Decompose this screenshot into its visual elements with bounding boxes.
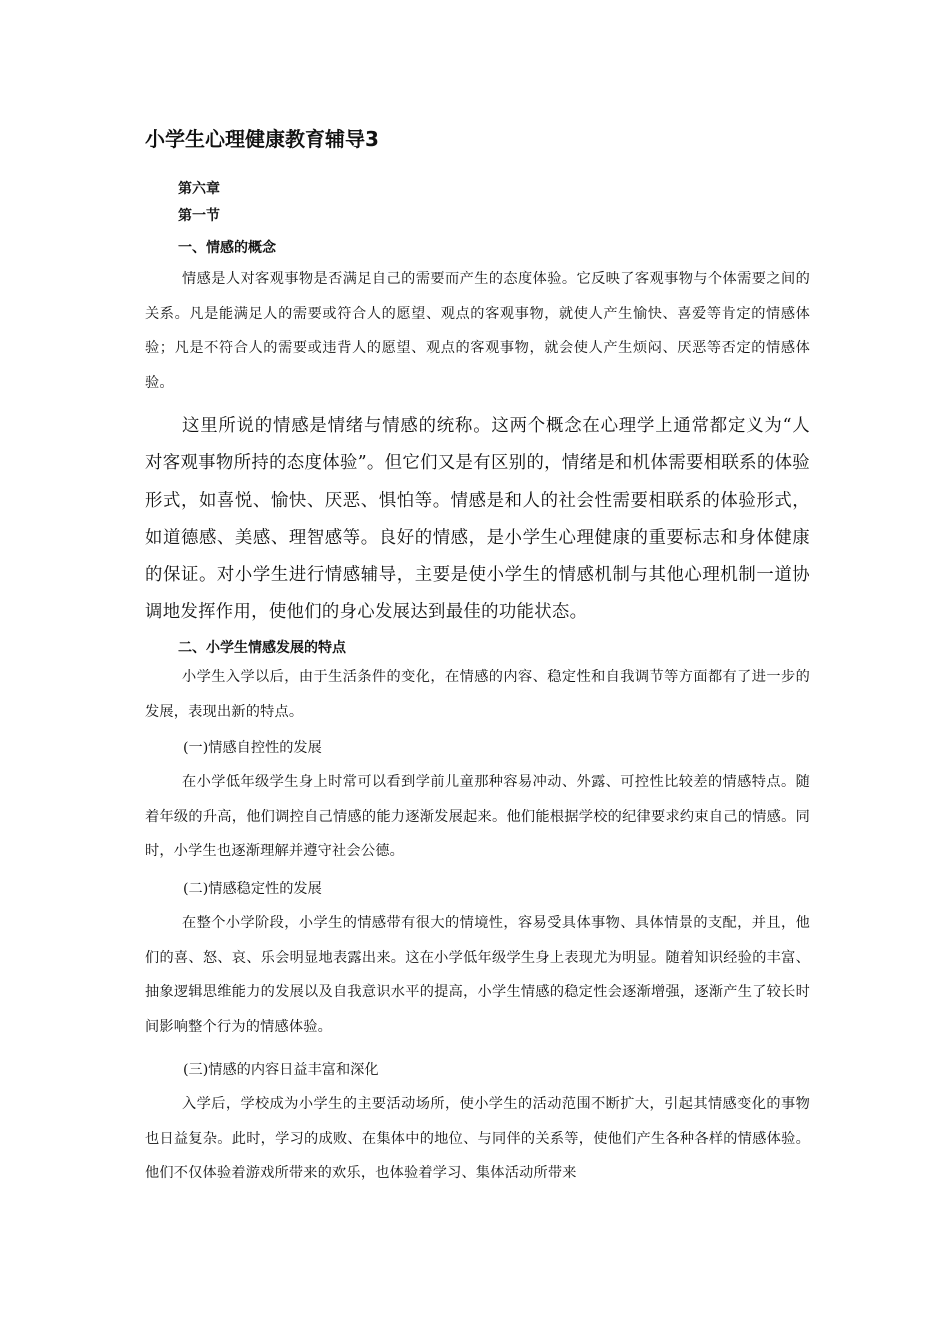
heading-development-features: 二、小学生情感发展的特点 xyxy=(178,640,346,656)
paragraph-content-enrichment: 入学后，学校成为小学生的主要活动场所，使小学生的活动范围不断扩大，引起其情感变化的事物也日益复杂。此时，学习的成败、在集体中的地位、与同伴的关系等，使他们产生各种各样的情感体验。他们不仅体验着游戏所带来的欢乐，也体验着学习、集体活动所带来 xyxy=(145,1096,810,1181)
subheading-self-control: (一)情感自控性的发展 xyxy=(183,740,322,756)
paragraph-concept-distinction: 这里所说的情感是情绪与情感的统称。这两个概念在心理学上通常都定义为“人对客观事物所持的态度体验”。但它们又是有区别的，情绪是和机体需要相联系的体验形式，如喜悦、愉快、厌恶、惧怕等。情感是和人的社会性需要相联系的体验形式，如道德感、美感、理智感等。良好的情感，是小学生心理健康的重要标志和身体健康的保证。对小学生进行情感辅导，主要是使小学生的情感机制与其他心理机制一道协调地发挥作用，使他们的身心发展达到最佳的功能状态。 xyxy=(145,416,810,623)
paragraph-concept-definition: 情感是人对客观事物是否满足自己的需要而产生的态度体验。它反映了客观事物与个体需要之间的关系。凡是能满足人的需要或符合人的愿望、观点的客观事物，就使人产生愉快、喜爱等肯定的情感体验；凡是不符合人的需要或违背人的愿望、观点的客观事物，就会使人产生烦闷、厌恶等否定的情感体验。 xyxy=(145,271,810,391)
heading-emotion-concept: 一、情感的概念 xyxy=(178,240,276,256)
paragraph-stability: 在整个小学阶段，小学生的情感带有很大的情境性，容易受具体事物、具体情景的支配，并且，他们的喜、怒、哀、乐会明显地表露出来。这在小学低年级学生身上表现尤为明显。随着知识经验的丰富、抽象逻辑思维能力的发展以及自我意识水平的提高，小学生情感的稳定性会逐渐增强，逐渐产生了较长时间影响整个行为的情感体验。 xyxy=(145,915,810,1035)
paragraph-self-control: 在小学低年级学生身上时常可以看到学前儿童那种容易冲动、外露、可控性比较差的情感特点。随着年级的升高，他们调控自己情感的能力逐渐发展起来。他们能根据学校的纪律要求约束自己的情感。同时，小学生也逐渐理解并遵守社会公德。 xyxy=(145,774,810,859)
chapter-label: 第六章 xyxy=(178,181,220,197)
subheading-content-enrichment: (三)情感的内容日益丰富和深化 xyxy=(183,1062,379,1078)
paragraph-features-intro: 小学生入学以后，由于生活条件的变化，在情感的内容、稳定性和自我调节等方面都有了进一步的发展，表现出新的特点。 xyxy=(145,669,810,720)
subheading-stability: (二)情感稳定性的发展 xyxy=(183,881,322,897)
section-label: 第一节 xyxy=(178,208,220,224)
document-title: 小学生心理健康教育辅导3 xyxy=(145,127,379,151)
